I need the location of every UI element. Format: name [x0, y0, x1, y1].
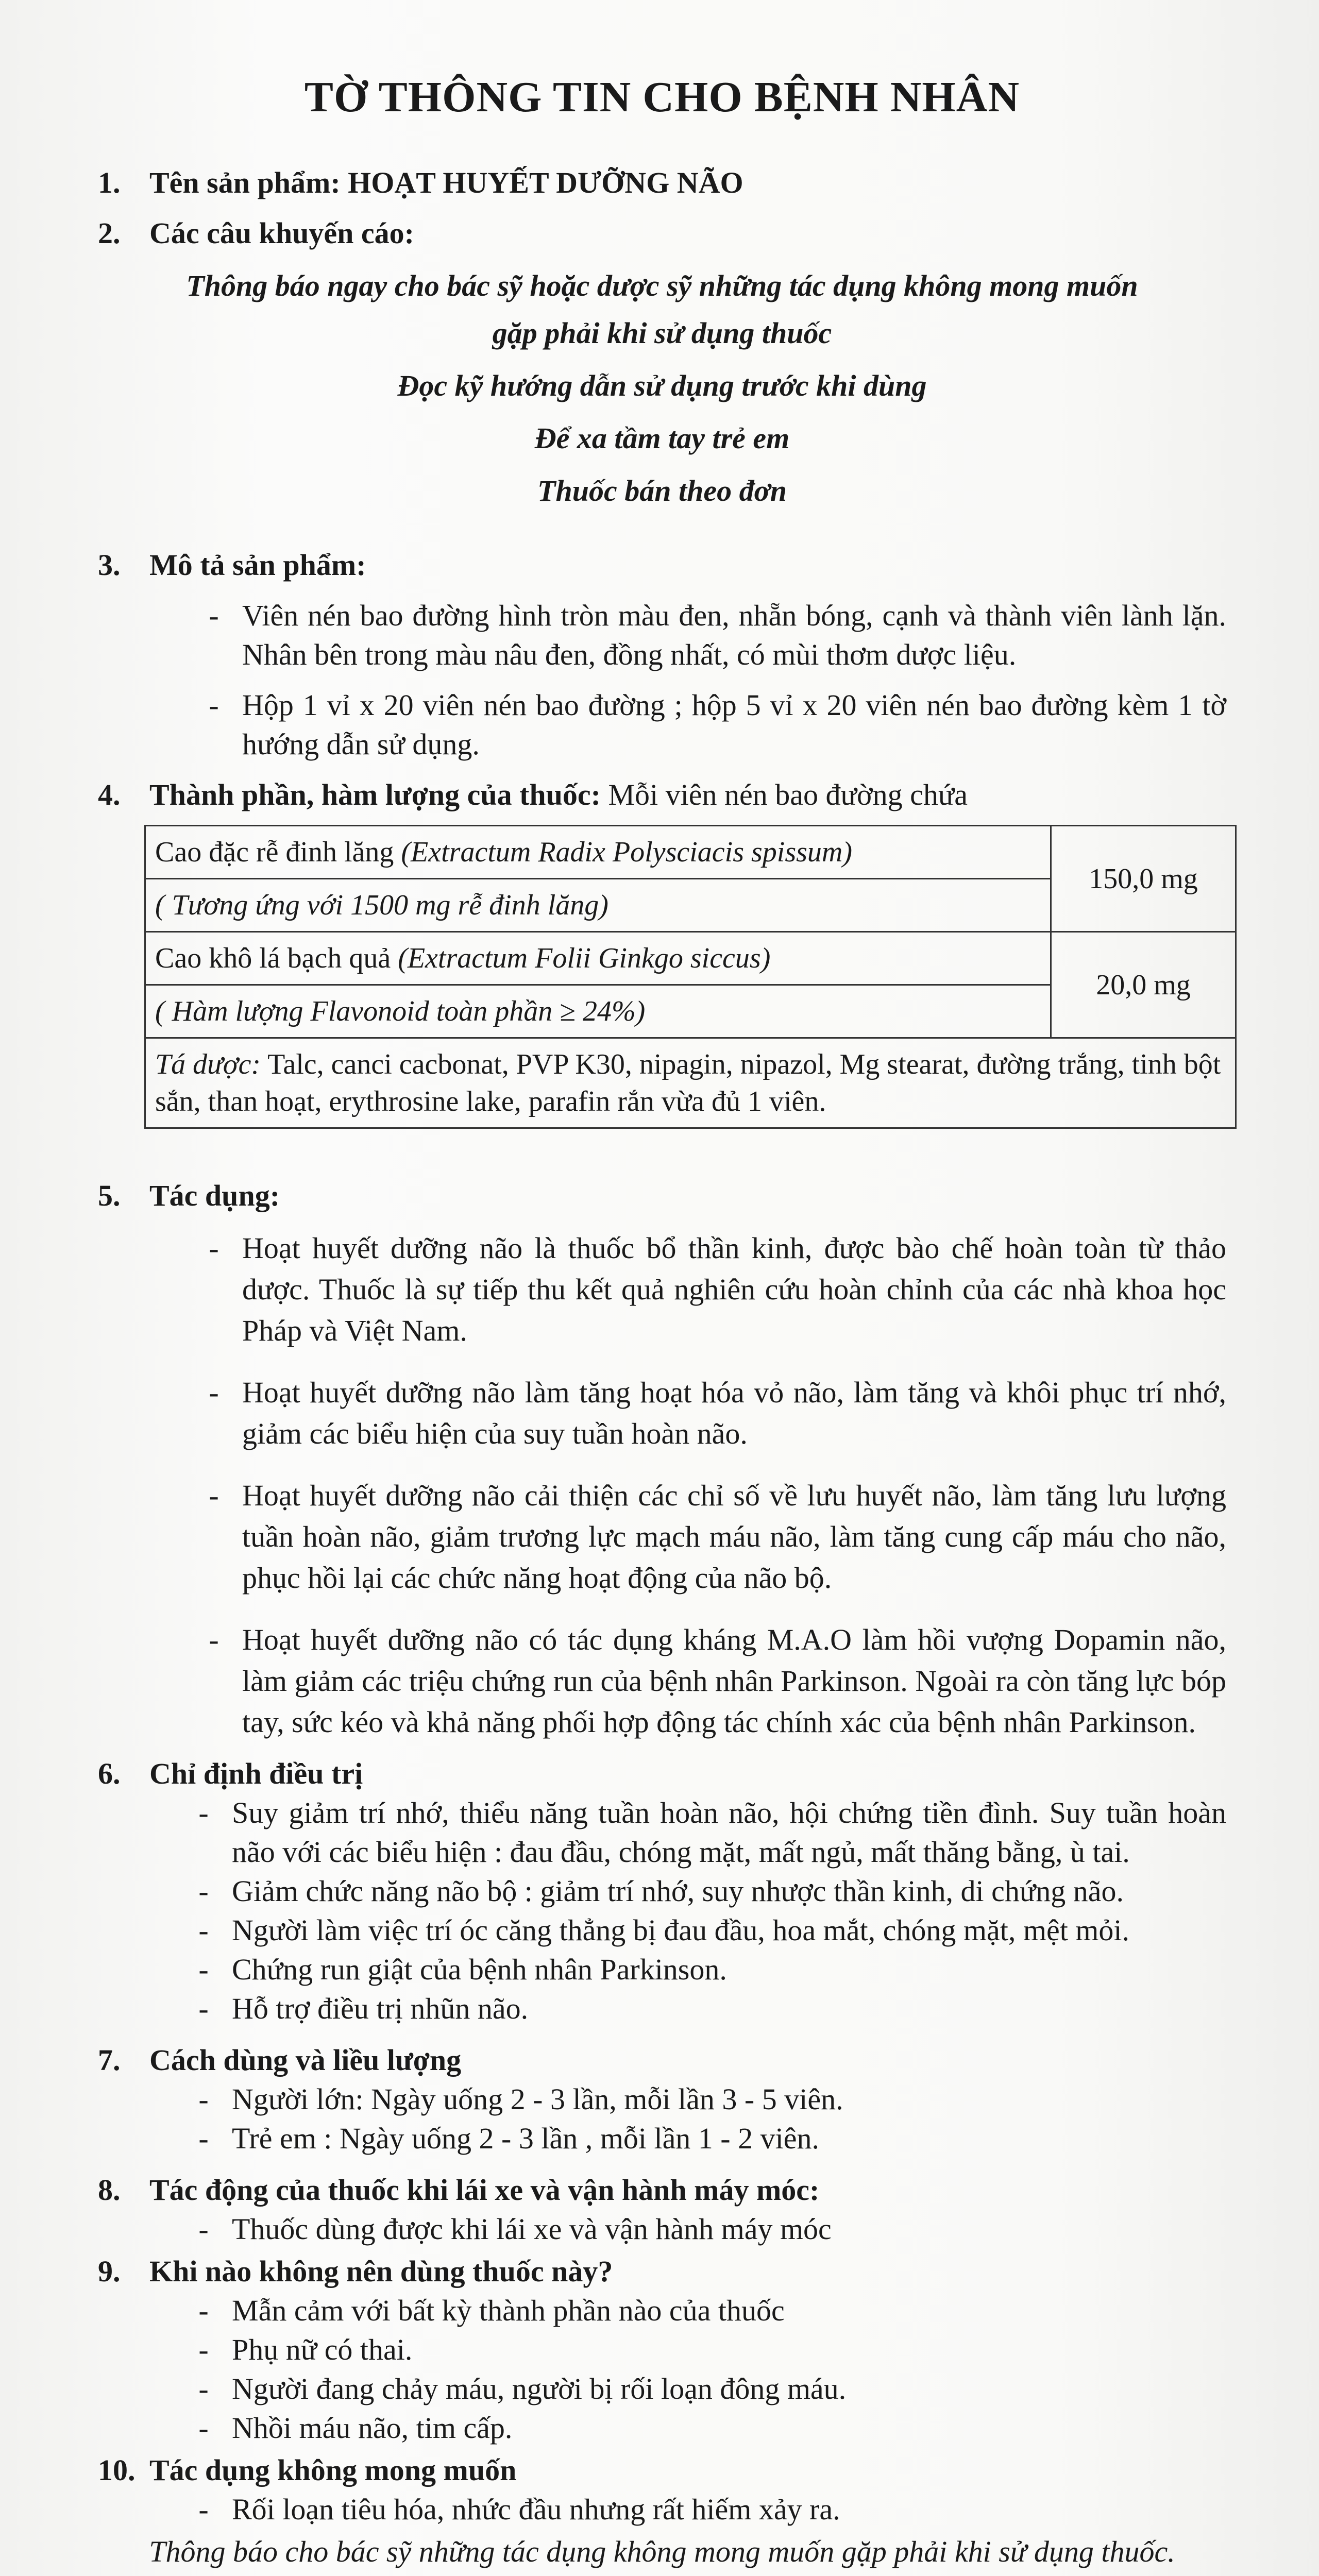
list-item: - Hộp 1 vỉ x 20 viên nén bao đường ; hộp 5 vỉ x 20 viên nén bao đường kèm 1 tờ hướng dẫn sử dụng. [209, 688, 1226, 761]
section-heading: Thành phần, hàm lượng của thuốc: [149, 778, 601, 811]
section-dosage [98, 2041, 1226, 2158]
section-number: 2. [98, 216, 121, 250]
section-heading: Tác động của thuốc khi lái xe và vận hành máy móc: [149, 2173, 820, 2207]
section-composition [98, 775, 1226, 1129]
section-heading: Cách dùng và liều lượng [149, 2043, 462, 2077]
section-effects [98, 1175, 1226, 1743]
warning-line: Thuốc bán theo đơn [537, 474, 787, 507]
warning-line: Thông báo ngay cho bác sỹ hoặc dược sỹ những tác dụng không mong muốn [186, 269, 1138, 302]
warning-statements [119, 262, 1206, 515]
excipients-cell: Tá dược: Talc, canci cacbonat, PVP K30, nipagin, nipazol, Mg stearat, đường trắng, tinh bột sắn, than hoạt, erythrosine lake, parafin rắn vừa đủ 1 viên. [145, 1038, 1236, 1128]
table-row: Cao đặc rễ đinh lăng (Extractum Radix Polysciacis spissum) 150,0 mg [145, 826, 1236, 879]
list-item: - Hỗ trợ điều trị nhũn não. [198, 1992, 529, 2025]
list-item: - Người đang chảy máu, người bị rối loạn đông máu. [198, 2372, 847, 2405]
section-indications [98, 1754, 1226, 2028]
amount-cell: 20,0 mg [1051, 932, 1236, 1038]
list-item: - Viên nén bao đường hình tròn màu đen, nhẵn bóng, cạnh và thành viên lành lặn. Nhân bên trong màu nâu đen, đồng nhất, có mùi thơm dược liệu. [209, 599, 1226, 671]
warning-line: gặp phải khi sử dụng thuốc [492, 316, 832, 350]
list-item: - Mẫn cảm với bất kỳ thành phần nào của thuốc [198, 2294, 785, 2327]
list-item: - Nhồi máu não, tim cấp. [198, 2411, 513, 2445]
list-item: - Hoạt huyết dưỡng não là thuốc bổ thần kinh, được bào chế hoàn toàn từ thảo dược. Thuốc là sự tiếp thu kết quả nghiên cứu hoàn chỉnh của các nhà khoa học Pháp và Việt Nam. [209, 1231, 1226, 1347]
list-item: - Suy giảm trí nhớ, thiểu năng tuần hoàn não, hội chứng tiền đình. Suy tuần hoàn não với các biểu hiện : đau đầu, chóng mặt, mất ngủ, mất thăng bằng, ù tai. [198, 1796, 1226, 1869]
table-row: ( Hàm lượng Flavonoid toàn phần ≥ 24%) [145, 985, 1236, 1038]
section-heading: Các câu khuyến cáo: [149, 216, 414, 250]
list-item: - Người làm việc trí óc căng thẳng bị đau đầu, hoa mắt, chóng mặt, mệt mỏi. [198, 1913, 1130, 1947]
section-heading: Mô tả sản phẩm: [149, 548, 366, 582]
section-heading: Tác dụng không mong muốn [149, 2453, 517, 2487]
section-number: 6. [98, 1757, 121, 1790]
list-item: - Trẻ em : Ngày uống 2 - 3 lần , mỗi lần 1 - 2 viên. [198, 2122, 819, 2155]
section-number: 9. [98, 2255, 121, 2288]
section-number: 8. [98, 2173, 121, 2207]
section-number: 10. [98, 2453, 136, 2487]
composition-table [144, 825, 1237, 1129]
section-number: 7. [98, 2043, 121, 2077]
section-driving [98, 2171, 1226, 2249]
table-row: Cao khô lá bạch quả (Extractum Folii Ginkgo siccus) 20,0 mg [145, 932, 1236, 985]
section-contraindications [98, 2252, 1226, 2448]
section-heading: Khi nào không nên dùng thuốc này? [149, 2255, 613, 2288]
list-item: - Hoạt huyết dưỡng não làm tăng hoạt hóa vỏ não, làm tăng và khôi phục trí nhớ, giảm các biểu hiện của suy tuần hoàn não. [209, 1376, 1226, 1450]
list-item: - Rối loạn tiêu hóa, nhức đầu nhưng rất hiếm xảy ra. [198, 2493, 840, 2526]
list-item: - Thuốc dùng được khi lái xe và vận hành máy móc [198, 2212, 832, 2246]
section-heading: Chỉ định điều trị [149, 1757, 363, 1790]
list-item: - Người lớn: Ngày uống 2 - 3 lần, mỗi lần 3 - 5 viên. [198, 2082, 843, 2116]
list-item: - Chứng run giật của bệnh nhân Parkinson. [198, 1953, 727, 1986]
report-note: Thông báo cho bác sỹ những tác dụng không mong muốn gặp phải khi sử dụng thuốc. [149, 2535, 1175, 2568]
list-item: - Phụ nữ có thai. [198, 2333, 413, 2366]
section-warnings [98, 214, 1226, 515]
table-row: ( Tương ứng với 1500 mg rễ đinh lăng) [145, 879, 1236, 932]
document-title: TỜ THÔNG TIN CHO BỆNH NHÂN [304, 73, 1020, 121]
list-item: - Hoạt huyết dưỡng não cải thiện các chỉ số về lưu huyết não, làm tăng lưu lượng tuần hoàn não, giảm trương lực mạch máu não, làm tăng cung cấp máu cho não, phục hồi lại các chức năng hoạt động của não bộ. [209, 1479, 1226, 1595]
table-row [145, 1038, 1236, 1128]
warning-line: Đọc kỹ hướng dẫn sử dụng trước khi dùng [397, 369, 927, 402]
section-number: 1. [98, 166, 121, 199]
section-heading-tail: Mỗi viên nén bao đường chứa [600, 778, 968, 811]
list-item: - Hoạt huyết dưỡng não có tác dụng kháng M.A.O làm hồi vượng Dopamin não, làm giảm các triệu chứng run của bệnh nhân Parkinson. Ngoài ra còn tăng lực bóp tay, sức kéo và khả năng phối hợp động tác chính xác của bệnh nhân Parkinson. [209, 1623, 1226, 1739]
section-product-name [98, 163, 1226, 202]
amount-cell: 150,0 mg [1051, 826, 1236, 932]
section-number: 3. [98, 548, 121, 582]
section-heading: Tên sản phẩm: HOẠT HUYẾT DƯỠNG NÃO [149, 166, 743, 199]
section-side-effects [98, 2451, 1226, 2571]
section-description [98, 546, 1226, 764]
warning-line: Để xa tầm tay trẻ em [534, 421, 790, 455]
section-number: 5. [98, 1179, 121, 1212]
list-item: - Giảm chức năng não bộ : giảm trí nhớ, suy nhược thần kinh, di chứng não. [198, 1874, 1124, 1908]
section-heading: Tác dụng: [149, 1179, 280, 1212]
section-number: 4. [98, 778, 121, 811]
